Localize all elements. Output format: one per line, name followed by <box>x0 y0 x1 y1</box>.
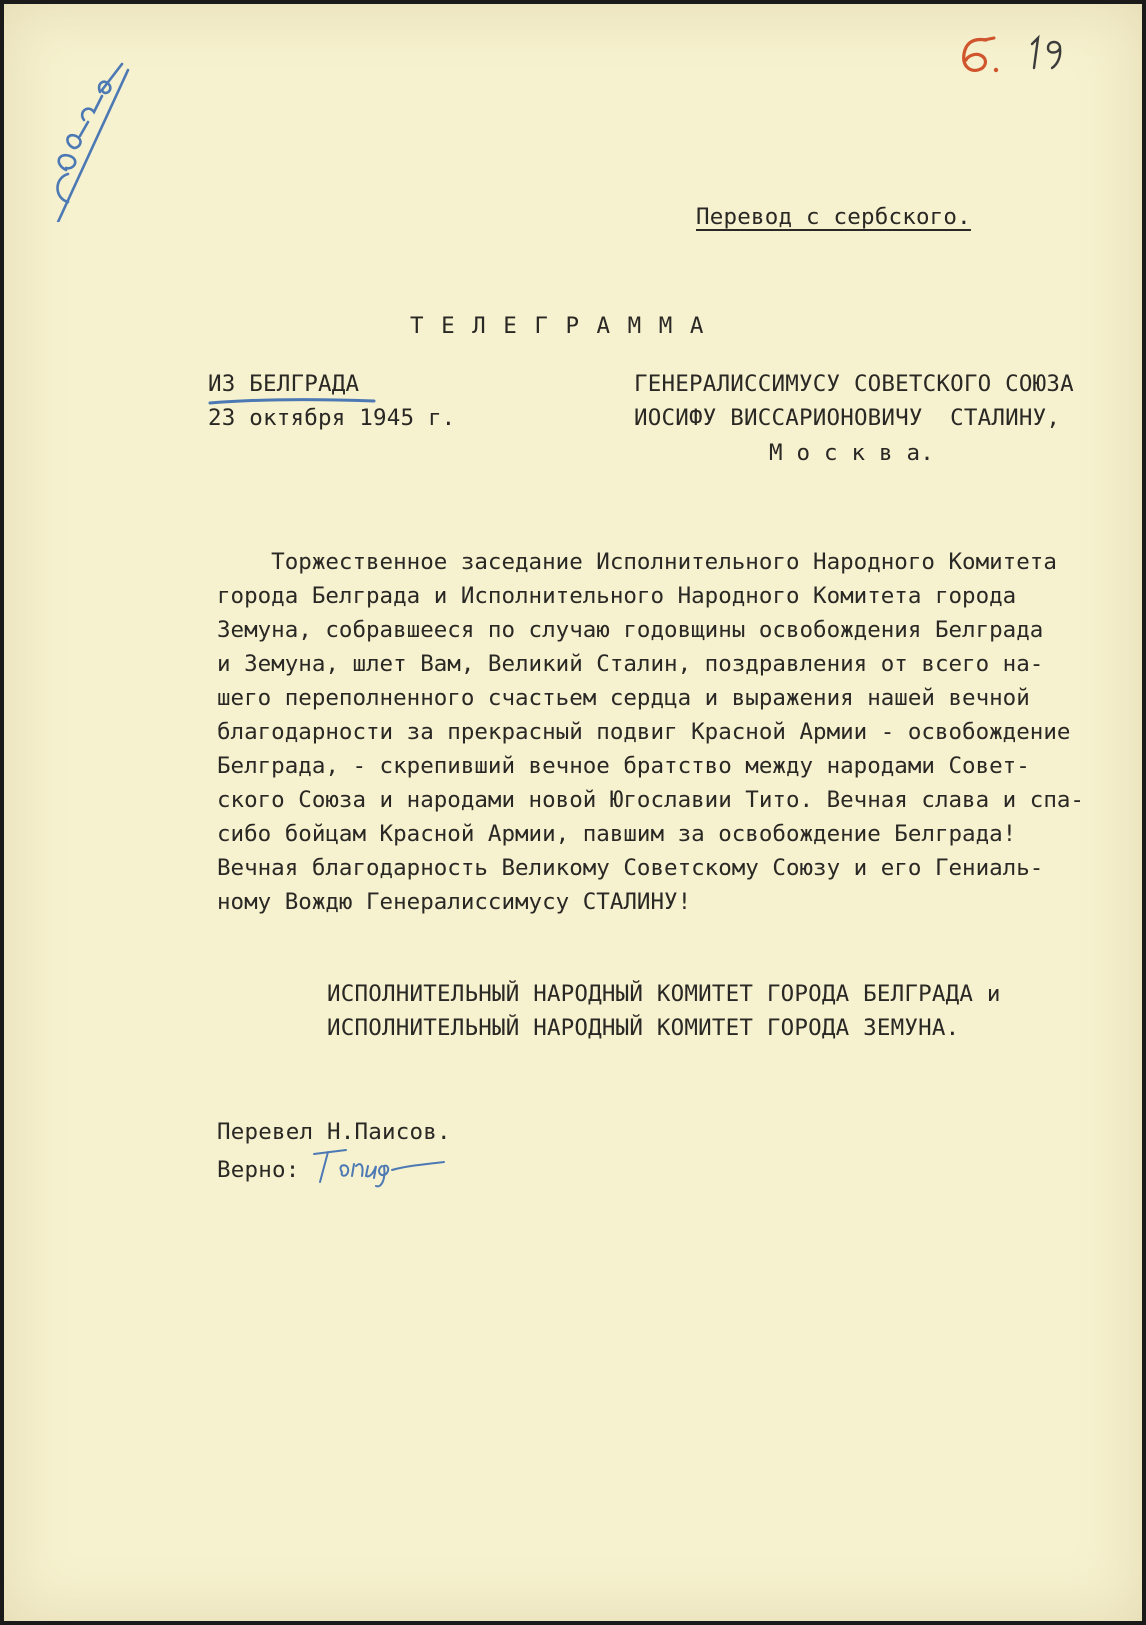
handwritten-signature <box>306 1142 456 1192</box>
signature-line-2: ИСПОЛНИТЕЛЬНЫЙ НАРОДНЫЙ КОМИТЕТ ГОРОДА ЗЕМУНА. <box>327 1015 960 1041</box>
signature-line-1: ИСПОЛНИТЕЛЬНЫЙ НАРОДНЫЙ КОМИТЕТ ГОРОДА БЕЛГРАДА и <box>327 981 1001 1007</box>
sheet-letter-mark <box>956 34 1006 79</box>
verified-label: Верно: <box>217 1157 300 1183</box>
body-line: ского Союза и народами новой Югославии Тито. Вечная слава и спа- <box>217 787 1084 813</box>
origin-city: ИЗ БЕЛГРАДА <box>208 371 360 397</box>
body-line: Вечная благодарность Великому Советскому Союзу и его Гениаль- <box>217 855 1044 881</box>
document-type-title: Т Е Л Е Г Р А М М А <box>410 313 706 339</box>
body-line: города Белграда и Исполнительного Народного Комитета города <box>217 583 1017 609</box>
body-line: Торжественное заседание Исполнительного Народного Комитета <box>217 549 1057 575</box>
body-line: Земуна, собравшееся по случаю годовщины освобождения Белграда <box>217 617 1044 643</box>
body-line: сибо бойцам Красной Армии, павшим за освобождение Белграда! <box>217 821 1017 847</box>
margin-note <box>44 52 139 222</box>
addressee-city: М о с к в а. <box>769 440 934 466</box>
addressee-line-1: ГЕНЕРАЛИССИМУСУ СОВЕТСКОГО СОЮЗА <box>634 371 1074 397</box>
body-line: благодарности за прекрасный подвиг Красной Армии - освобождение <box>217 719 1071 745</box>
translator-credit: Перевел Н.Паисов. <box>217 1119 451 1145</box>
body-line: Белграда, - скрепивший вечное братство между народами Совет- <box>217 753 1030 779</box>
sheet-number-mark <box>1026 34 1070 74</box>
translation-note: Перевод с сербского. <box>696 204 971 230</box>
body-line: ному Вождю Генералиссимусу СТАЛИНУ! <box>217 889 692 915</box>
body-line: и Земуна, шлет Вам, Великий Сталин, поздравления от всего на- <box>217 651 1044 677</box>
document-page <box>4 4 1142 1621</box>
telegram-date: 23 октября 1945 г. <box>208 405 456 431</box>
addressee-line-2: ИОСИФУ ВИССАРИОНОВИЧУ СТАЛИНУ, <box>634 405 1061 431</box>
body-line: шего переполненного счастьем сердца и выражения нашей вечной <box>217 685 1030 711</box>
